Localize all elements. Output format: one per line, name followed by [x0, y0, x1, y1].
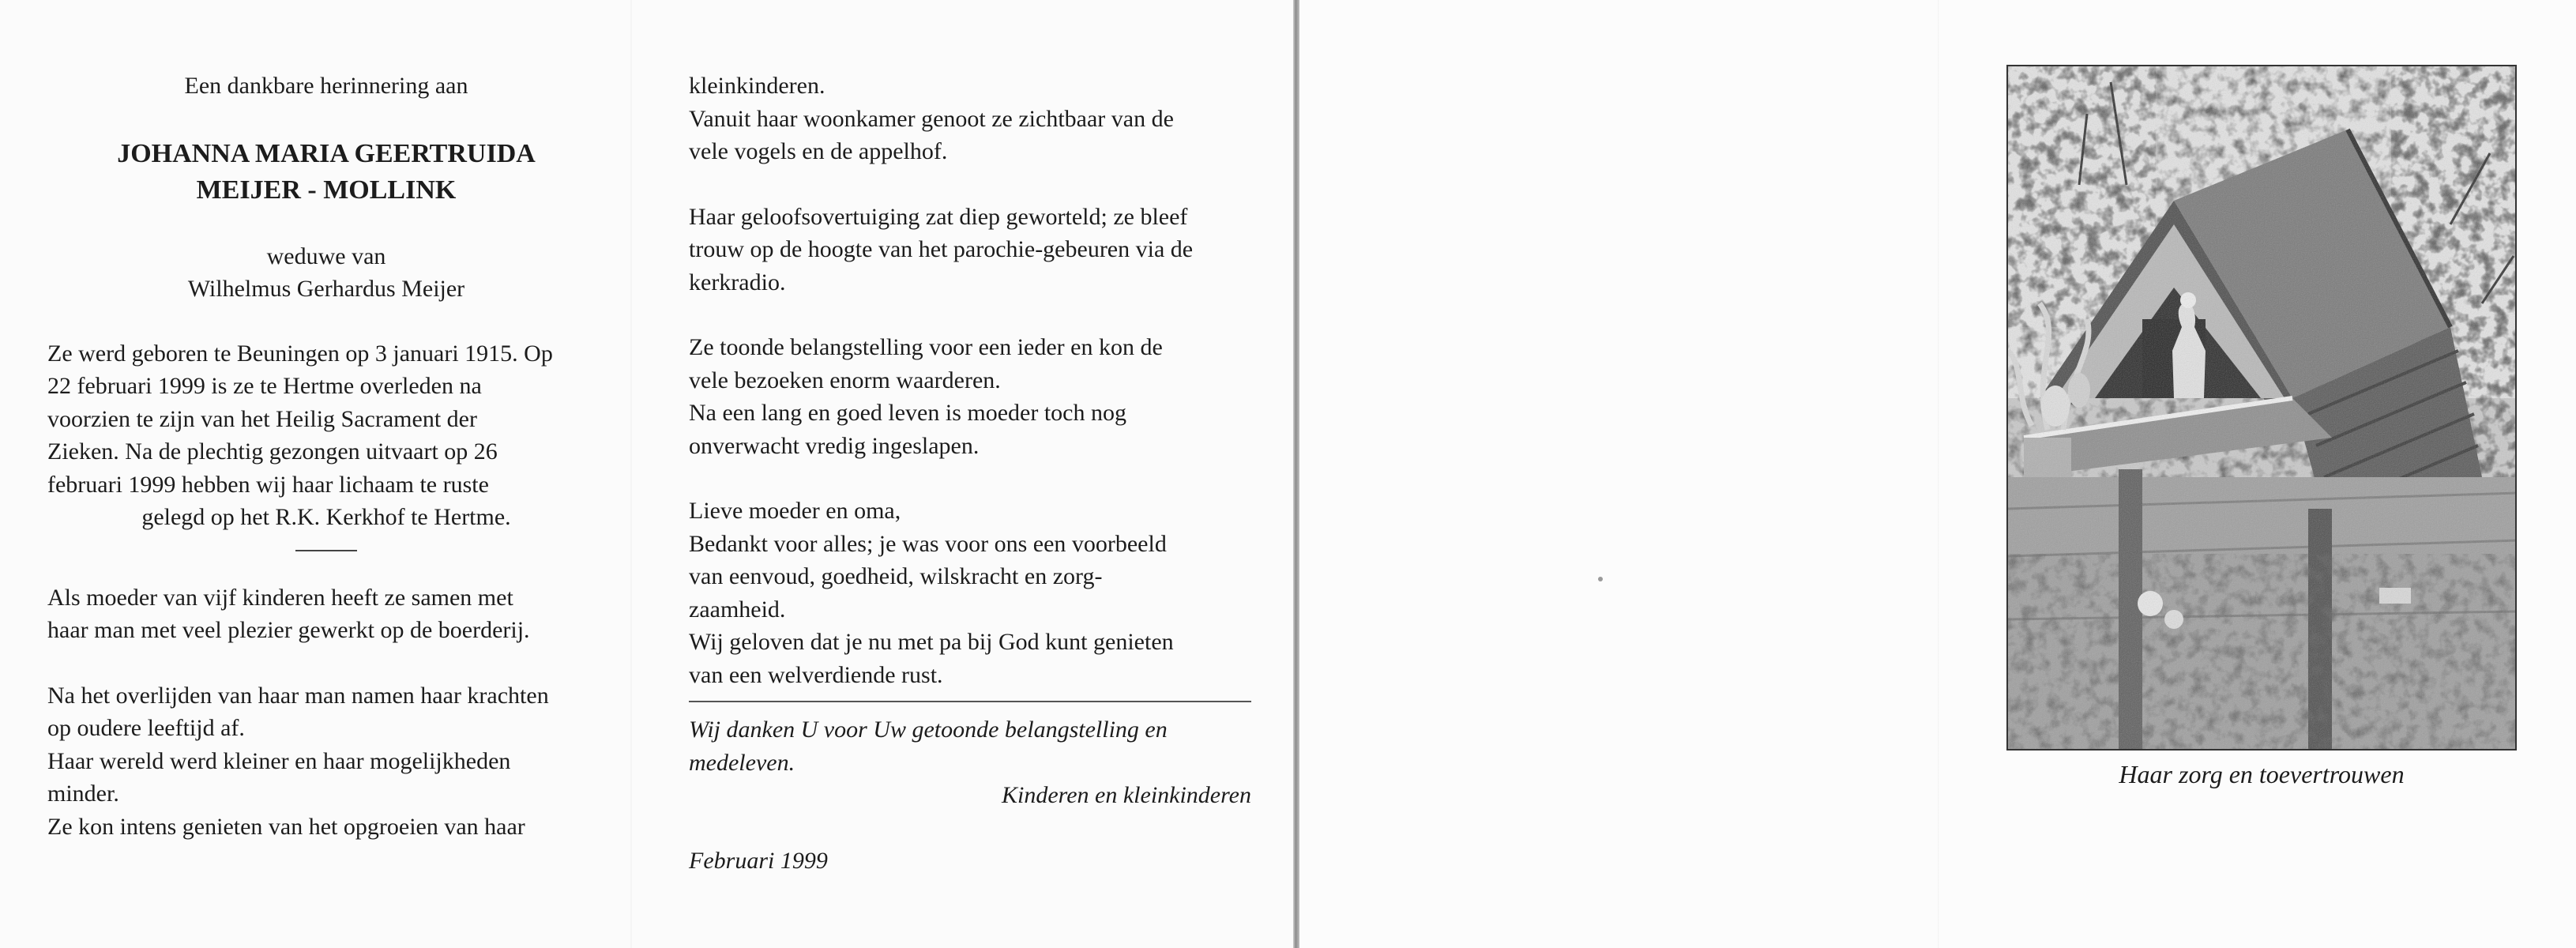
paper-speck [1598, 577, 1603, 581]
text-line: onverwacht vredig ingeslapen. [689, 432, 980, 459]
widow-label: weduwe van [266, 243, 386, 269]
text-line: februari 1999 hebben wij haar lichaam te ruste [47, 471, 489, 498]
paragraph-interest [689, 331, 1251, 462]
photo-caption: Haar zorg en toevertrouwen [2119, 760, 2405, 788]
paragraph-mother [47, 581, 605, 647]
text-line: Na het overlijden van haar man namen haar krachten [47, 682, 549, 709]
shrine-illustration [2008, 66, 2517, 750]
outer-fold [1938, 0, 1939, 948]
text-line: kleinkinderen. [689, 73, 825, 99]
text-line: Wij geloven dat je nu met pa bij God kunt genieten [689, 629, 1174, 655]
text-line: gelegd op het R.K. Kerkhof te Hertme. [141, 504, 511, 530]
salutation: Lieve moeder en oma, [689, 498, 901, 524]
text-line: voorzien te zijn van het Heilig Sacrament der [47, 405, 477, 432]
paragraph-thanks-mother [689, 528, 1251, 692]
paragraph-birth-death [47, 337, 605, 534]
text-line: 22 februari 1999 is ze te Hertme overleden na [47, 373, 482, 399]
horizontal-rule [689, 701, 1251, 702]
text-line: op oudere leeftijd af. [47, 715, 245, 741]
paragraph-faith [689, 201, 1251, 299]
deceased-name-line1: JOHANNA MARIA GEERTRUIDA [117, 138, 536, 168]
text-line: Bedankt voor alles; je was voor ons een voorbeeld [689, 530, 1167, 557]
text-line: Haar wereld werd kleiner en haar mogelijkheden [47, 747, 511, 774]
text-line: Als moeder van vijf kinderen heeft ze samen met [47, 584, 513, 611]
paragraph-strength [47, 679, 605, 844]
text-line: Vanuit haar woonkamer genoot ze zichtbaar van de [689, 105, 1174, 132]
text-line: Ze werd geboren te Beuningen op 3 januari 1915. Op [47, 340, 553, 367]
wayside-shrine-photo [2006, 65, 2517, 750]
center-fold [630, 0, 632, 948]
text-line: vele vogels en de appelhof. [689, 138, 948, 164]
text-line: haar man met veel plezier gewerkt op de boerderij. [47, 617, 530, 643]
date: Februari 1999 [689, 847, 828, 874]
text-line: Wij danken U voor Uw getoonde belangstelling en [689, 717, 1168, 743]
right-text-column [689, 70, 1251, 877]
text-line: Na een lang en goed leven is moeder toch nog [689, 400, 1126, 426]
text-line: Ze kon intens genieten van het opgroeien van haar [47, 813, 525, 840]
left-text-column [47, 70, 605, 843]
deceased-name-line2: MEIJER - MOLLINK [196, 175, 457, 205]
text-line: minder. [47, 781, 119, 807]
text-line: Haar geloofsovertuiging zat diep geworteld; ze bleef [689, 203, 1188, 230]
text-line: kerkradio. [689, 269, 786, 295]
text-line: trouw op de hoogte van het parochie-gebeuren via de [689, 236, 1194, 262]
signature: Kinderen en kleinkinderen [1002, 782, 1251, 808]
text-line: van eenvoud, goedheid, wilskracht en zorg- [689, 563, 1103, 589]
short-divider [295, 550, 357, 551]
text-line: zaamheid. [689, 596, 786, 623]
text-line: medeleven. [689, 749, 795, 776]
text-line: van een welverdiende rust. [689, 661, 943, 688]
scan-gap [1293, 0, 1299, 948]
thanks-message [689, 713, 1251, 779]
intro-line: Een dankbare herinnering aan [184, 73, 468, 99]
text-line: Ze toonde belangstelling voor een ieder en kon de [689, 334, 1163, 360]
husband-name: Wilhelmus Gerhardus Meijer [187, 276, 465, 302]
text-line: vele bezoeken enorm waarderen. [689, 367, 1001, 393]
text-line: Zieken. Na de plechtig gezongen uitvaart op 26 [47, 438, 498, 465]
